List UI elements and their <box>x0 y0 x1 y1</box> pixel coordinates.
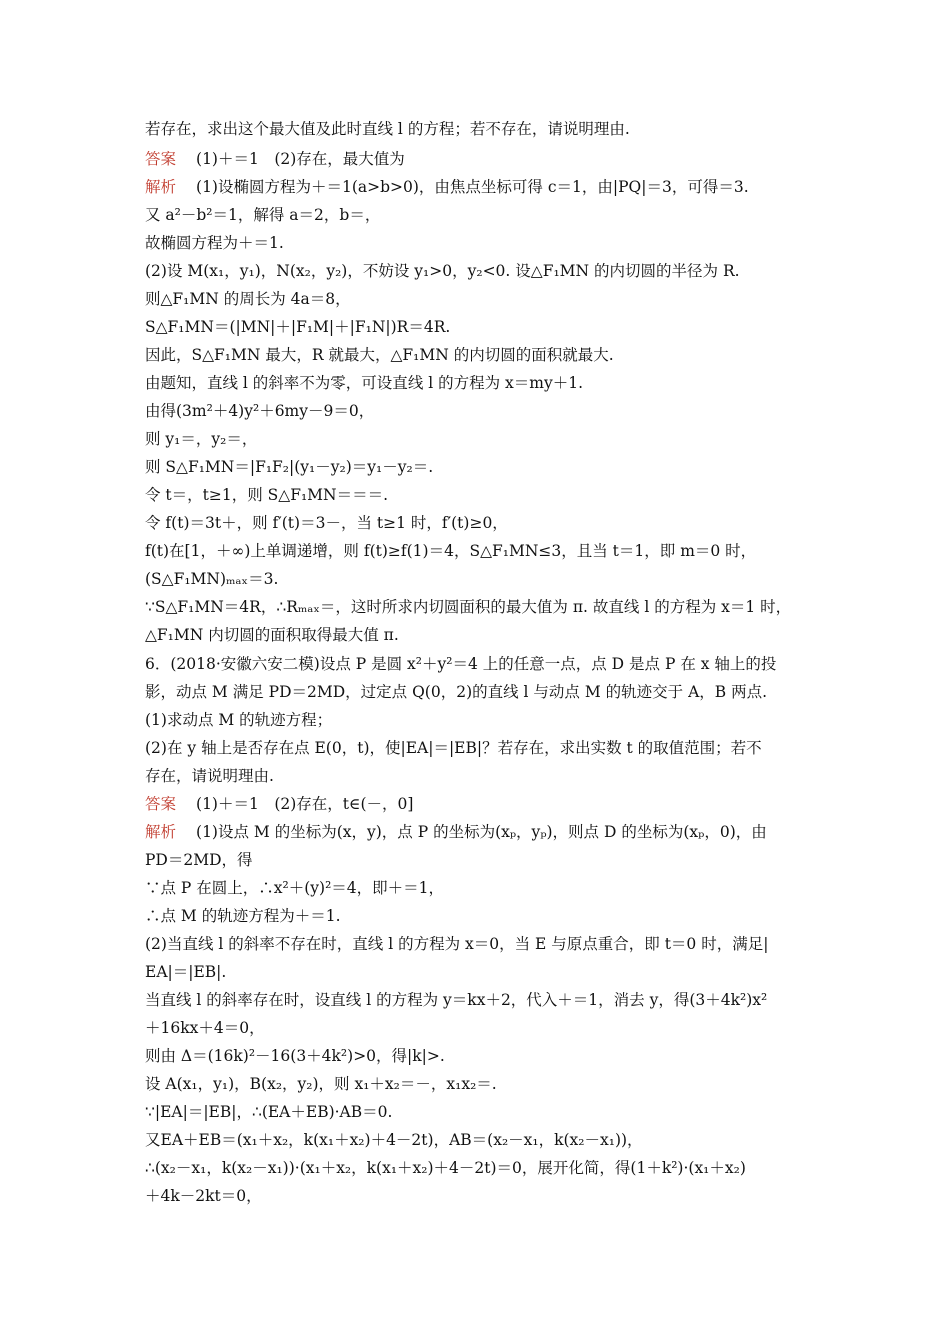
analysis-line: 解析 (1)设椭圆方程为＋＝1(a>b>0)，由焦点坐标可得 c＝1，由|PQ|＝3，可得＝3. <box>145 178 749 196</box>
analysis-label: 解析 <box>145 823 177 841</box>
question-line: (1)求动点 M 的轨迹方程； <box>145 711 333 729</box>
question-line: 6．(2018·安徽六安二模)设点 P 是圆 x²＋y²＝4 上的任意一点，点 D 是点 P 在 x 轴上的投 <box>145 655 777 673</box>
question-line: 影，动点 M 满足 PD＝2MD，过定点 Q(0，2)的直线 l 与动点 M 的轨迹交于 A，B 两点. <box>145 683 768 701</box>
text-line: ＋16kx＋4＝0， <box>145 1019 265 1037</box>
text-line: ∵|EA|＝|EB|，∴(EA＋EB)·AB＝0. <box>145 1103 393 1121</box>
text-line: 又 a²－b²＝1，解得 a＝2，b＝， <box>145 206 381 224</box>
text-line: ∴(x₂－x₁，k(x₂－x₁))·(x₁＋x₂，k(x₁＋x₂)＋4－2t)＝0，展开化简，得(1＋k²)·(x₁＋x₂) <box>145 1159 746 1177</box>
text-line: 又EA＋EB＝(x₁＋x₂，k(x₁＋x₂)＋4－2t)，AB＝(x₂－x₁，k(x₂－x₁))， <box>145 1131 643 1149</box>
text-line: (2)设 M(x₁，y₁)，N(x₂，y₂)，不妨设 y₁>0，y₂<0. 设△F₁MN 的内切圆的半径为 R. <box>145 262 740 280</box>
text-line: (S△F₁MN)ₘₐₓ＝3. <box>145 570 279 588</box>
text-line: △F₁MN 内切圆的面积取得最大值 π. <box>145 626 399 644</box>
text-line: 则 S△F₁MN＝|F₁F₂|(y₁－y₂)＝y₁－y₂＝. <box>145 458 434 476</box>
analysis-line: 解析 (1)设点 M 的坐标为(x，y)，点 P 的坐标为(xₚ，yₚ)，则点 D 的坐标为(xₚ，0)，由 <box>145 823 767 841</box>
text-line: 由题知，直线 l 的斜率不为零，可设直线 l 的方程为 x＝my＋1. <box>145 374 584 392</box>
text-line: 则 y₁＝，y₂＝， <box>145 430 258 448</box>
text-line: 令 f(t)＝3t＋，则 f′(t)＝3－，当 t≥1 时，f′(t)≥0， <box>145 514 508 532</box>
text-line: 设 A(x₁，y₁)，B(x₂，y₂)，则 x₁＋x₂＝－，x₁x₂＝. <box>145 1075 497 1093</box>
text-line: f(t)在[1，＋∞)上单调递增，则 f(t)≥f(1)＝4，S△F₁MN≤3，且当 t＝1，即 m＝0 时， <box>145 542 757 560</box>
text-line: ＋4k－2kt＝0， <box>145 1187 262 1205</box>
text-line: 若存在，求出这个最大值及此时直线 l 的方程；若不存在，请说明理由. <box>145 120 630 138</box>
answer-label: 答案 <box>145 150 177 168</box>
text-line: 故椭圆方程为＋＝1. <box>145 234 284 252</box>
text-line: 令 t＝，t≥1，则 S△F₁MN＝＝＝. <box>145 486 389 504</box>
text-line: ∵点 P 在圆上，∴x²＋(y)²＝4，即＋＝1， <box>145 879 445 897</box>
text-line: 则由 Δ＝(16k)²－16(3＋4k²)>0，得|k|>. <box>145 1047 445 1065</box>
text-line: EA|＝|EB|. <box>145 963 227 981</box>
analysis-label: 解析 <box>145 178 177 196</box>
answer-line: 答案 (1)＋＝1 (2)存在，t∈(－，0] <box>145 795 414 813</box>
text-line: S△F₁MN＝(|MN|＋|F₁M|＋|F₁N|)R＝4R. <box>145 318 451 336</box>
question-line: (2)在 y 轴上是否存在点 E(0，t)，使|EA|＝|EB|？若存在，求出实数 t 的取值范围；若不 <box>145 739 762 757</box>
text-line: (2)当直线 l 的斜率不存在时，直线 l 的方程为 x＝0，当 E 与原点重合，即 t＝0 时，满足| <box>145 935 769 953</box>
answer-line: 答案 (1)＋＝1 (2)存在，最大值为 <box>145 150 405 168</box>
text-line: ∵S△F₁MN＝4R，∴Rₘₐₓ＝，这时所求内切圆面积的最大值为 π. 故直线 l 的方程为 x＝1 时， <box>145 598 792 616</box>
text-line: 由得(3m²＋4)y²＋6my－9＝0， <box>145 402 375 420</box>
text-line: 则△F₁MN 的周长为 4a＝8， <box>145 290 351 308</box>
text-line: 因此，S△F₁MN 最大，R 就最大，△F₁MN 的内切圆的面积就最大. <box>145 346 614 364</box>
answer-label: 答案 <box>145 795 177 813</box>
text-line: PD＝2MD，得 <box>145 851 253 869</box>
text-line: ∴点 M 的轨迹方程为＋＝1. <box>145 907 341 925</box>
text-line: 当直线 l 的斜率存在时，设直线 l 的方程为 y＝kx＋2，代入＋＝1，消去 y，得(3＋4k²)x² <box>145 991 768 1009</box>
question-line: 存在，请说明理由. <box>145 767 274 785</box>
